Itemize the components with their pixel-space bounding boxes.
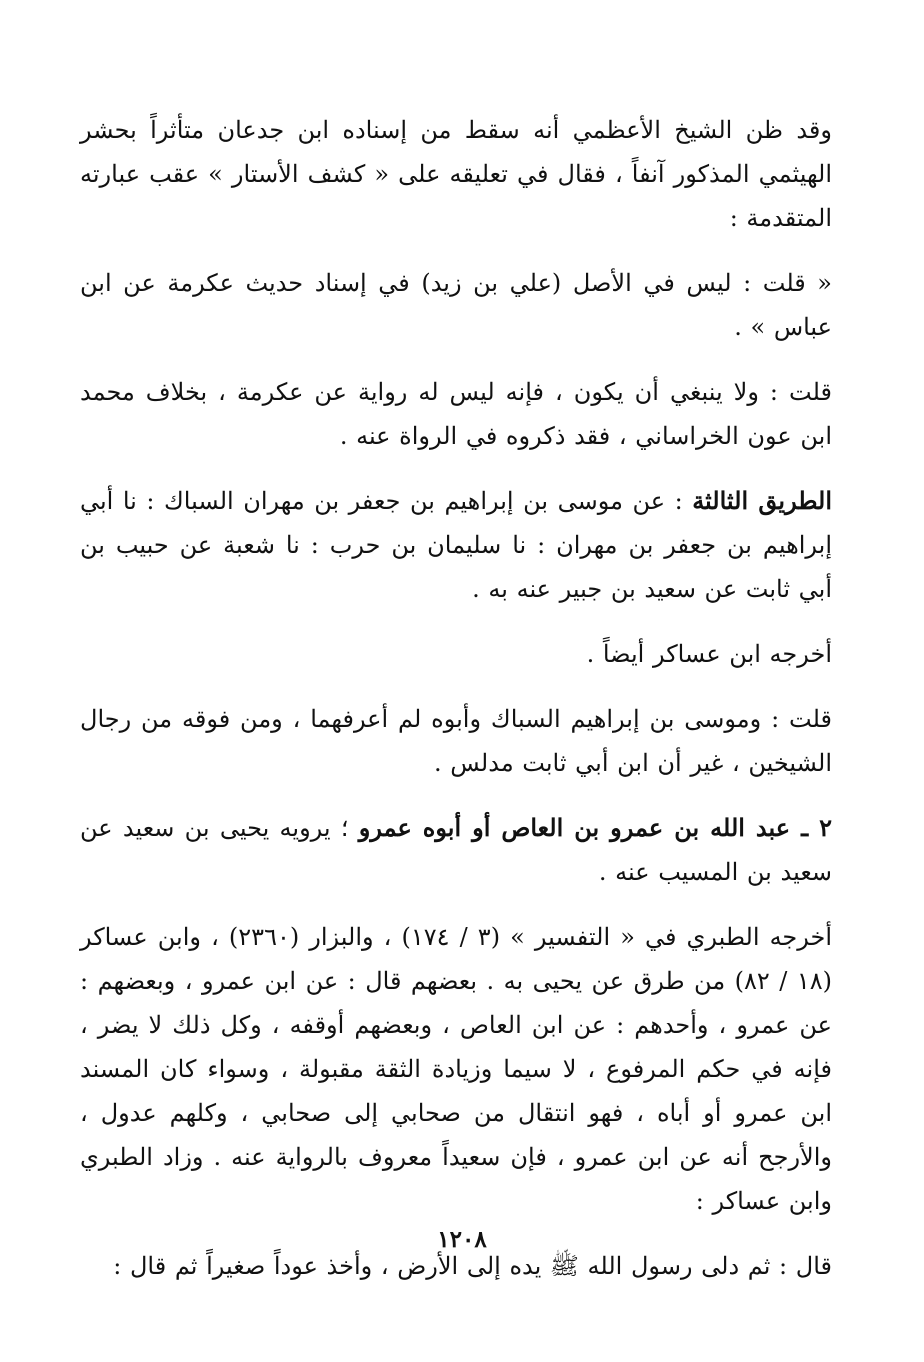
page-number: ١٢٠٨ <box>437 1226 487 1253</box>
section-heading: ٢ ـ عبد الله بن عمرو بن العاص أو أبوه عمرو <box>358 813 832 842</box>
paragraph-text: أخرجه ابن عساكر أيضاً . <box>586 640 832 668</box>
paragraph-text: قلت : وموسى بن إبراهيم السباك وأبوه لم أعرفهما ، ومن فوقه من رجال الشيخين ، غير أن ابن أبي ثابت مدلس . <box>80 705 832 777</box>
paragraph-text: ؛ يرويه يحيى بن سعيد عن سعيد بن المسيب عنه . <box>80 814 832 886</box>
paragraph <box>80 632 832 676</box>
paragraph <box>80 697 832 785</box>
paragraph <box>80 108 832 240</box>
paragraph <box>80 261 832 349</box>
paragraph-text: وقد ظن الشيخ الأعظمي أنه سقط من إسناده ابن جدعان متأثراً بحشر الهيثمي المذكور آنفاً ، فقال في تعليقه على « كشف الأستار » عقب عبارته المتقدمة : <box>80 116 832 232</box>
page-body <box>80 108 832 1309</box>
paragraph <box>80 915 832 1223</box>
paragraph-text: « قلت : ليس في الأصل (علي بن زيد) في إسناد حديث عكرمة عن ابن عباس » . <box>80 269 832 341</box>
paragraph-text: : عن موسى بن إبراهيم بن جعفر بن مهران السباك : نا أبي إبراهيم بن جعفر بن مهران : نا سليمان بن حرب : نا شعبة عن حبيب بن أبي ثابت عن سعيد بن جبير عنه به . <box>80 487 832 603</box>
section-heading: الطريق الثالثة <box>692 486 832 515</box>
paragraph <box>80 479 832 611</box>
paragraph <box>80 370 832 458</box>
paragraph <box>80 806 832 894</box>
paragraph-text: أخرجه الطبري في « التفسير » (٣ / ١٧٤) ، والبزار (٢٣٦٠) ، وابن عساكر (١٨ / ٨٢) من طرق عن يحيى به . بعضهم قال : عن ابن عمرو ، وبعضهم : عن عمرو ، وأحدهم : عن ابن العاص ، وبعضهم أوقفه ، وكل ذلك لا يضر ، فإنه في حكم المرفوع ، لا سيما وزيادة الثقة مقبولة ، وسواء كان المسند ابن عمرو أو أباه ، فهو انتقال من صحابي إلى صحابي ، وكلهم عدول ، والأرجح أنه عن ابن عمرو ، فإن سعيداً معروف بالرواية عنه . وزاد الطبري وابن عساكر : <box>80 923 833 1215</box>
paragraph-text: قلت : ولا ينبغي أن يكون ، فإنه ليس له رواية عن عكرمة ، بخلاف محمد ابن عون الخراساني ، فقد ذكروه في الرواة عنه . <box>80 378 832 450</box>
paragraph-text: قال : ثم دلى رسول الله ﷺ يده إلى الأرض ، وأخذ عوداً صغيراً ثم قال : <box>113 1252 832 1280</box>
